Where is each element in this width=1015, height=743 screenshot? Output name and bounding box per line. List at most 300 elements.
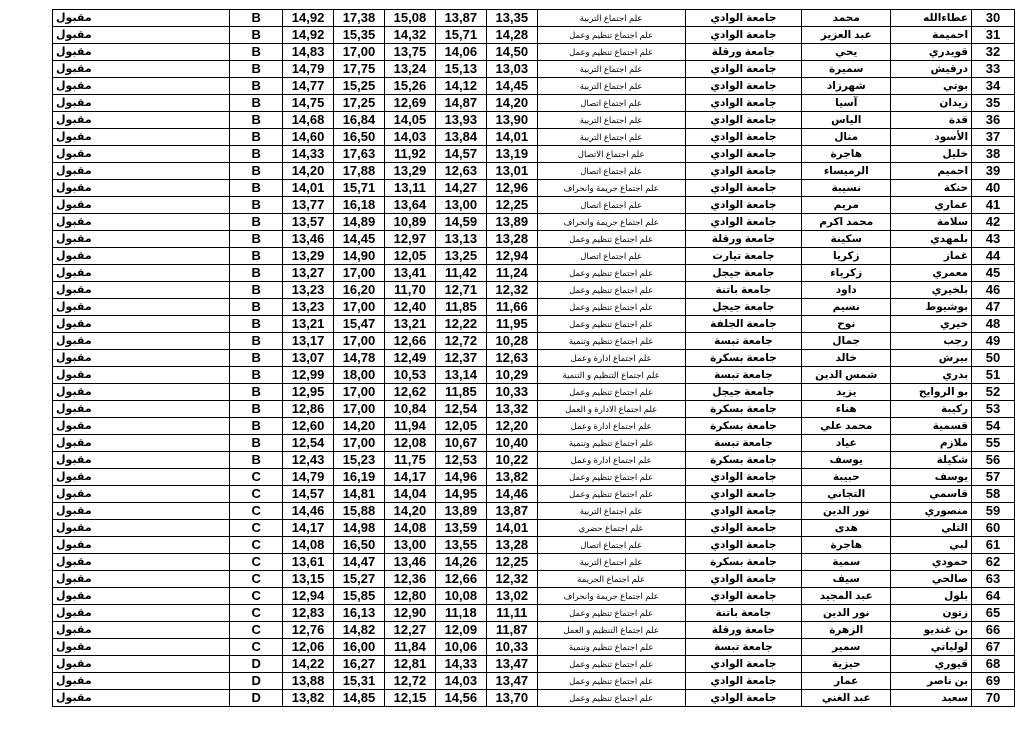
grade-cell: B (230, 78, 283, 95)
average-cell: 14,08 (283, 537, 334, 554)
last-name-cell: زيدان (891, 95, 972, 112)
score-1-cell: 10,22 (486, 452, 537, 469)
score-1-cell: 12,20 (486, 418, 537, 435)
specialty-cell: علم اجتماع التربية (537, 129, 685, 146)
score-4-cell: 16,00 (334, 639, 385, 656)
score-4-cell: 15,27 (334, 571, 385, 588)
average-cell: 13,21 (283, 316, 334, 333)
university-cell: جامعة ورقلة (685, 231, 802, 248)
table-row (53, 520, 1015, 537)
university-cell: جامعة بسكرة (685, 554, 802, 571)
last-name-cell: بن غنديو (891, 622, 972, 639)
score-1-cell: 11,95 (486, 316, 537, 333)
average-cell: 14,22 (283, 656, 334, 673)
table-row (53, 503, 1015, 520)
score-3-cell: 12,36 (384, 571, 435, 588)
row-number-cell: 39 (972, 163, 1015, 180)
last-name-cell: صالحي (891, 571, 972, 588)
specialty-cell: علم اجتماع تنظيم وعمل (537, 673, 685, 690)
university-cell: جامعة الوادي (685, 10, 802, 27)
table-row (53, 622, 1015, 639)
average-cell: 12,99 (283, 367, 334, 384)
score-4-cell: 16,50 (334, 537, 385, 554)
status-cell: مقبول (53, 367, 230, 384)
university-cell: جامعة بسكرة (685, 418, 802, 435)
first-name-cell: يزيد (802, 384, 891, 401)
university-cell: جامعة الوادي (685, 656, 802, 673)
score-1-cell: 13,32 (486, 401, 537, 418)
score-3-cell: 12,80 (384, 588, 435, 605)
table-row (53, 180, 1015, 197)
last-name-cell: غماز (891, 248, 972, 265)
score-2-cell: 14,59 (435, 214, 486, 231)
average-cell: 12,94 (283, 588, 334, 605)
score-2-cell: 13,89 (435, 503, 486, 520)
specialty-cell: علم اجتماع التربية (537, 10, 685, 27)
last-name-cell: ملازم (891, 435, 972, 452)
score-2-cell: 14,96 (435, 469, 486, 486)
row-number-cell: 66 (972, 622, 1015, 639)
score-2-cell: 13,00 (435, 197, 486, 214)
row-number-cell: 70 (972, 690, 1015, 707)
specialty-cell: علم اجتماع حضري (537, 520, 685, 537)
score-2-cell: 14,95 (435, 486, 486, 503)
first-name-cell: عبد العزيز (802, 27, 891, 44)
score-4-cell: 15,88 (334, 503, 385, 520)
university-cell: جامعة الوادي (685, 571, 802, 588)
grade-cell: B (230, 180, 283, 197)
specialty-cell: علم اجتماع تنظيم وعمل (537, 690, 685, 707)
table-row (53, 231, 1015, 248)
average-cell: 13,27 (283, 265, 334, 282)
row-number-cell: 34 (972, 78, 1015, 95)
score-3-cell: 11,92 (384, 146, 435, 163)
row-number-cell: 56 (972, 452, 1015, 469)
status-cell: مقبول (53, 231, 230, 248)
last-name-cell: احميم (891, 163, 972, 180)
row-number-cell: 62 (972, 554, 1015, 571)
status-cell: مقبول (53, 554, 230, 571)
row-number-cell: 64 (972, 588, 1015, 605)
score-2-cell: 12,09 (435, 622, 486, 639)
score-2-cell: 13,14 (435, 367, 486, 384)
average-cell: 12,95 (283, 384, 334, 401)
first-name-cell: نور الدين (802, 503, 891, 520)
score-2-cell: 13,59 (435, 520, 486, 537)
score-1-cell: 13,28 (486, 231, 537, 248)
score-1-cell: 13,03 (486, 61, 537, 78)
score-2-cell: 13,25 (435, 248, 486, 265)
grade-cell: B (230, 197, 283, 214)
last-name-cell: قدة (891, 112, 972, 129)
average-cell: 13,57 (283, 214, 334, 231)
score-3-cell: 12,49 (384, 350, 435, 367)
score-3-cell: 10,84 (384, 401, 435, 418)
status-cell: مقبول (53, 571, 230, 588)
university-cell: جامعة باتنة (685, 282, 802, 299)
status-cell: مقبول (53, 44, 230, 61)
last-name-cell: التلي (891, 520, 972, 537)
last-name-cell: بلمهدي (891, 231, 972, 248)
university-cell: جامعة الوادي (685, 163, 802, 180)
table-row (53, 78, 1015, 95)
row-number-cell: 35 (972, 95, 1015, 112)
score-2-cell: 11,18 (435, 605, 486, 622)
score-4-cell: 15,25 (334, 78, 385, 95)
score-1-cell: 13,89 (486, 214, 537, 231)
status-cell: مقبول (53, 537, 230, 554)
grade-cell: B (230, 265, 283, 282)
status-cell: مقبول (53, 146, 230, 163)
row-number-cell: 57 (972, 469, 1015, 486)
status-cell: مقبول (53, 435, 230, 452)
grade-cell: D (230, 673, 283, 690)
row-number-cell: 36 (972, 112, 1015, 129)
specialty-cell: علم اجتماع اتصال (537, 163, 685, 180)
first-name-cell: آسيا (802, 95, 891, 112)
status-cell: مقبول (53, 282, 230, 299)
university-cell: جامعة تبسة (685, 435, 802, 452)
last-name-cell: الأسود (891, 129, 972, 146)
score-3-cell: 13,29 (384, 163, 435, 180)
table-row (53, 639, 1015, 656)
score-3-cell: 12,05 (384, 248, 435, 265)
score-1-cell: 11,24 (486, 265, 537, 282)
score-4-cell: 14,85 (334, 690, 385, 707)
first-name-cell: زكريا (802, 248, 891, 265)
score-4-cell: 16,27 (334, 656, 385, 673)
last-name-cell: بيرش (891, 350, 972, 367)
last-name-cell: خيري (891, 316, 972, 333)
score-3-cell: 11,94 (384, 418, 435, 435)
specialty-cell: علم اجتماع التربية (537, 78, 685, 95)
first-name-cell: هاجرة (802, 537, 891, 554)
score-2-cell: 11,42 (435, 265, 486, 282)
score-1-cell: 11,87 (486, 622, 537, 639)
status-cell: مقبول (53, 622, 230, 639)
university-cell: جامعة الوادي (685, 588, 802, 605)
score-2-cell: 12,63 (435, 163, 486, 180)
specialty-cell: علم اجتماع تنظيم وعمل (537, 231, 685, 248)
specialty-cell: علم اجتماع تنظيم وعمل (537, 27, 685, 44)
average-cell: 13,17 (283, 333, 334, 350)
score-4-cell: 17,63 (334, 146, 385, 163)
score-3-cell: 13,75 (384, 44, 435, 61)
status-cell: مقبول (53, 690, 230, 707)
first-name-cell: سمير (802, 639, 891, 656)
average-cell: 14,79 (283, 61, 334, 78)
grade-cell: B (230, 146, 283, 163)
score-3-cell: 15,26 (384, 78, 435, 95)
score-3-cell: 14,05 (384, 112, 435, 129)
row-number-cell: 69 (972, 673, 1015, 690)
university-cell: جامعة الجلفة (685, 316, 802, 333)
score-3-cell: 12,08 (384, 435, 435, 452)
first-name-cell: شمس الدين (802, 367, 891, 384)
last-name-cell: عطاءالله (891, 10, 972, 27)
score-4-cell: 15,35 (334, 27, 385, 44)
table-row (53, 214, 1015, 231)
last-name-cell: قيوري (891, 656, 972, 673)
table-row (53, 452, 1015, 469)
score-1-cell: 14,28 (486, 27, 537, 44)
score-2-cell: 10,08 (435, 588, 486, 605)
university-cell: جامعة الوادي (685, 214, 802, 231)
table-row (53, 163, 1015, 180)
first-name-cell: عياد (802, 435, 891, 452)
score-1-cell: 14,01 (486, 129, 537, 146)
average-cell: 14,57 (283, 486, 334, 503)
specialty-cell: علم اجتماع التربية (537, 112, 685, 129)
first-name-cell: عبد الغني (802, 690, 891, 707)
score-1-cell: 14,46 (486, 486, 537, 503)
score-4-cell: 17,88 (334, 163, 385, 180)
status-cell: مقبول (53, 299, 230, 316)
score-3-cell: 13,00 (384, 537, 435, 554)
average-cell: 14,01 (283, 180, 334, 197)
score-1-cell: 14,45 (486, 78, 537, 95)
average-cell: 14,79 (283, 469, 334, 486)
score-4-cell: 14,90 (334, 248, 385, 265)
score-1-cell: 12,94 (486, 248, 537, 265)
score-4-cell: 14,45 (334, 231, 385, 248)
score-1-cell: 14,20 (486, 95, 537, 112)
grade-cell: B (230, 10, 283, 27)
specialty-cell: علم اجتماع التربية (537, 503, 685, 520)
status-cell: مقبول (53, 180, 230, 197)
university-cell: جامعة الوادي (685, 78, 802, 95)
grade-cell: C (230, 520, 283, 537)
average-cell: 13,46 (283, 231, 334, 248)
grade-cell: C (230, 537, 283, 554)
score-2-cell: 15,71 (435, 27, 486, 44)
specialty-cell: علم اجتماع جريمة وانحراف (537, 214, 685, 231)
score-2-cell: 10,06 (435, 639, 486, 656)
results-table-body (53, 10, 1015, 707)
row-number-cell: 47 (972, 299, 1015, 316)
university-cell: جامعة تيارت (685, 248, 802, 265)
score-4-cell: 17,00 (334, 384, 385, 401)
grade-cell: B (230, 231, 283, 248)
first-name-cell: سمية (802, 554, 891, 571)
score-3-cell: 11,75 (384, 452, 435, 469)
university-cell: جامعة الوادي (685, 690, 802, 707)
score-1-cell: 13,87 (486, 503, 537, 520)
table-row (53, 10, 1015, 27)
last-name-cell: بوتي (891, 78, 972, 95)
status-cell: مقبول (53, 656, 230, 673)
university-cell: جامعة الوادي (685, 95, 802, 112)
score-1-cell: 13,47 (486, 673, 537, 690)
first-name-cell: زكرياء (802, 265, 891, 282)
score-1-cell: 12,63 (486, 350, 537, 367)
first-name-cell: مريم (802, 197, 891, 214)
score-1-cell: 12,25 (486, 197, 537, 214)
university-cell: جامعة تبسة (685, 367, 802, 384)
last-name-cell: زتون (891, 605, 972, 622)
row-number-cell: 33 (972, 61, 1015, 78)
score-2-cell: 14,26 (435, 554, 486, 571)
average-cell: 13,15 (283, 571, 334, 588)
score-4-cell: 15,47 (334, 316, 385, 333)
table-row (53, 95, 1015, 112)
grade-cell: B (230, 112, 283, 129)
score-1-cell: 13,47 (486, 656, 537, 673)
score-1-cell: 13,01 (486, 163, 537, 180)
row-number-cell: 30 (972, 10, 1015, 27)
score-2-cell: 13,13 (435, 231, 486, 248)
status-cell: مقبول (53, 673, 230, 690)
score-4-cell: 16,20 (334, 282, 385, 299)
score-3-cell: 12,27 (384, 622, 435, 639)
score-1-cell: 10,28 (486, 333, 537, 350)
row-number-cell: 59 (972, 503, 1015, 520)
score-3-cell: 14,20 (384, 503, 435, 520)
specialty-cell: علم اجتماع تنظيم وتنمية (537, 333, 685, 350)
grade-cell: B (230, 248, 283, 265)
first-name-cell: داود (802, 282, 891, 299)
status-cell: مقبول (53, 469, 230, 486)
table-row (53, 44, 1015, 61)
status-cell: مقبول (53, 265, 230, 282)
university-cell: جامعة الوادي (685, 469, 802, 486)
score-2-cell: 12,71 (435, 282, 486, 299)
score-1-cell: 10,29 (486, 367, 537, 384)
university-cell: جامعة بسكرة (685, 401, 802, 418)
score-3-cell: 13,24 (384, 61, 435, 78)
score-4-cell: 14,81 (334, 486, 385, 503)
status-cell: مقبول (53, 316, 230, 333)
score-3-cell: 12,72 (384, 673, 435, 690)
specialty-cell: علم اجتماع تنظيم وتنمية (537, 435, 685, 452)
last-name-cell: بدري (891, 367, 972, 384)
specialty-cell: علم اجتماع جريمة وانحراف (537, 588, 685, 605)
score-2-cell: 12,66 (435, 571, 486, 588)
score-1-cell: 12,32 (486, 282, 537, 299)
status-cell: مقبول (53, 112, 230, 129)
score-1-cell: 13,02 (486, 588, 537, 605)
grade-cell: B (230, 418, 283, 435)
score-2-cell: 11,85 (435, 299, 486, 316)
last-name-cell: سلامة (891, 214, 972, 231)
average-cell: 12,54 (283, 435, 334, 452)
row-number-cell: 40 (972, 180, 1015, 197)
first-name-cell: شهرزاد (802, 78, 891, 95)
table-row (53, 316, 1015, 333)
score-4-cell: 14,47 (334, 554, 385, 571)
row-number-cell: 53 (972, 401, 1015, 418)
score-1-cell: 14,50 (486, 44, 537, 61)
score-3-cell: 11,70 (384, 282, 435, 299)
score-4-cell: 14,82 (334, 622, 385, 639)
specialty-cell: علم اجتماع الادارة و العمل (537, 401, 685, 418)
university-cell: جامعة ورقلة (685, 44, 802, 61)
last-name-cell: لبي (891, 537, 972, 554)
specialty-cell: علم اجتماع الجريمة (537, 571, 685, 588)
row-number-cell: 58 (972, 486, 1015, 503)
score-4-cell: 17,75 (334, 61, 385, 78)
grade-cell: B (230, 27, 283, 44)
grade-cell: B (230, 367, 283, 384)
last-name-cell: قويدري (891, 44, 972, 61)
score-3-cell: 10,89 (384, 214, 435, 231)
row-number-cell: 46 (972, 282, 1015, 299)
last-name-cell: لولياتي (891, 639, 972, 656)
score-2-cell: 14,57 (435, 146, 486, 163)
status-cell: مقبول (53, 78, 230, 95)
score-3-cell: 13,21 (384, 316, 435, 333)
specialty-cell: علم اجتماع تنظيم وعمل (537, 299, 685, 316)
table-row (53, 248, 1015, 265)
table-row (53, 146, 1015, 163)
grade-cell: D (230, 690, 283, 707)
last-name-cell: عماري (891, 197, 972, 214)
average-cell: 12,86 (283, 401, 334, 418)
score-4-cell: 15,85 (334, 588, 385, 605)
score-4-cell: 17,00 (334, 299, 385, 316)
table-row (53, 265, 1015, 282)
specialty-cell: علم اجتماع التربية (537, 554, 685, 571)
table-row (53, 469, 1015, 486)
status-cell: مقبول (53, 639, 230, 656)
status-cell: مقبول (53, 520, 230, 537)
score-3-cell: 12,81 (384, 656, 435, 673)
first-name-cell: سميرة (802, 61, 891, 78)
specialty-cell: علم اجتماع تنظيم وعمل (537, 486, 685, 503)
university-cell: جامعة الوادي (685, 486, 802, 503)
score-4-cell: 14,98 (334, 520, 385, 537)
row-number-cell: 68 (972, 656, 1015, 673)
last-name-cell: قسمية (891, 418, 972, 435)
score-3-cell: 13,41 (384, 265, 435, 282)
grade-cell: B (230, 163, 283, 180)
table-row (53, 367, 1015, 384)
table-row (53, 27, 1015, 44)
average-cell: 13,61 (283, 554, 334, 571)
table-row (53, 333, 1015, 350)
university-cell: جامعة الوادي (685, 197, 802, 214)
score-2-cell: 13,93 (435, 112, 486, 129)
row-number-cell: 44 (972, 248, 1015, 265)
status-cell: مقبول (53, 605, 230, 622)
table-row (53, 673, 1015, 690)
table-row (53, 129, 1015, 146)
row-number-cell: 65 (972, 605, 1015, 622)
score-2-cell: 12,72 (435, 333, 486, 350)
last-name-cell: قاسمي (891, 486, 972, 503)
grade-cell: C (230, 605, 283, 622)
score-3-cell: 13,64 (384, 197, 435, 214)
score-2-cell: 14,56 (435, 690, 486, 707)
grade-cell: C (230, 486, 283, 503)
specialty-cell: علم اجتماع تنظيم وعمل (537, 44, 685, 61)
score-2-cell: 12,54 (435, 401, 486, 418)
grade-cell: B (230, 350, 283, 367)
grade-cell: B (230, 384, 283, 401)
first-name-cell: حيزية (802, 656, 891, 673)
score-4-cell: 17,38 (334, 10, 385, 27)
first-name-cell: محمد علي (802, 418, 891, 435)
average-cell: 14,92 (283, 27, 334, 44)
status-cell: مقبول (53, 10, 230, 27)
university-cell: جامعة الوادي (685, 180, 802, 197)
status-cell: مقبول (53, 129, 230, 146)
row-number-cell: 50 (972, 350, 1015, 367)
last-name-cell: بلول (891, 588, 972, 605)
grade-cell: B (230, 333, 283, 350)
score-4-cell: 16,19 (334, 469, 385, 486)
university-cell: جامعة جيجل (685, 299, 802, 316)
